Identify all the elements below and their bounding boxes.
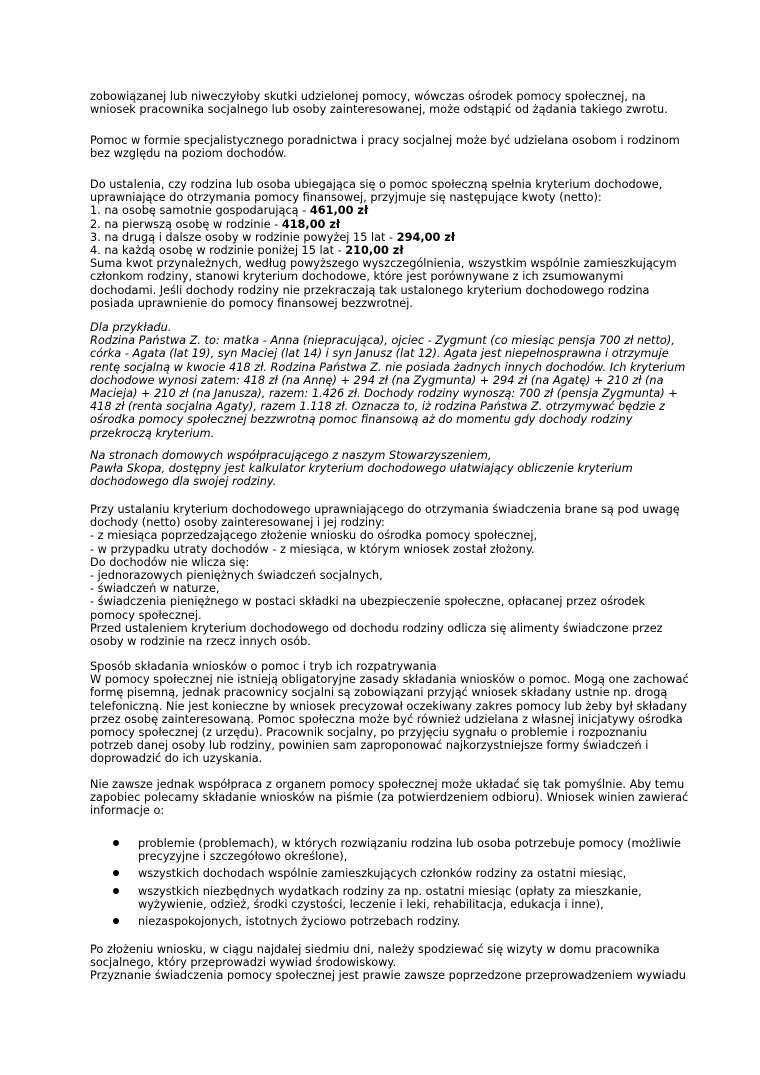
income-paragraph (90, 503, 680, 649)
text-line: wniosek pracownika socjalnego lub osoby zainteresowanej, może odstąpić od żądania takiego zwrotu. (90, 103, 668, 117)
text-line: rentę socjalną w kwocie 418 zł. Rodzina Państwa Z. nie posiada żadnych innych dochodów. Ich kryterium (90, 360, 686, 374)
specialist-paragraph (90, 134, 680, 161)
text-line: doprowadzić do ich uzyskania. (90, 752, 263, 766)
list-item (90, 867, 680, 880)
text-line: Dla przykładu. (90, 321, 172, 334)
text-line: osoby w rodzinie na rzecz innych osób. (90, 635, 311, 649)
intro-paragraph (90, 90, 672, 116)
bullet-icon (113, 888, 119, 894)
list-item (90, 837, 680, 863)
text-line: Pawła Skopa, dostępny jest kalkulator kryterium dochodowego ułatwiający obliczenie kryterium (90, 462, 633, 476)
text-line: Przy ustalaniu kryterium dochodowego uprawniającego do otrzymania świadczenia brane są pod uwagę (90, 503, 680, 516)
text-line: Pomoc w formie specjalistycznego poradnictwa i pracy socjalnej może być udzielana osobom i rodzinom (90, 134, 680, 147)
text-line: niezaspokojonych, istotnych życiowo potrzebach rodziny. (138, 915, 461, 929)
text-line: Suma kwot przynależnych, według powyższego wyszczególnienia, wszystkim wspólnie zamieszkującym (90, 257, 677, 271)
text-line: pomocy społecznej. (90, 608, 202, 622)
text-line: - w przypadku utraty dochodów - z miesiąca, w którym wniosek został złożony. (90, 542, 535, 556)
closing-paragraph (90, 943, 686, 983)
criteria-amount: 418,00 zł (281, 217, 341, 231)
text-line: przez osobę zainteresowaną. Pomoc społeczna może być również udzielana z własnej inicjatywy ośrodka (90, 712, 683, 726)
text-line: - świadczeń w naturze, (90, 582, 220, 596)
text-line: członkom rodziny, stanowi kryterium dochodowe, które jest porównywane z ich zsumowanymi (90, 270, 624, 284)
text-line: pomocy społecznej (z urzędu). Pracownik socjalny, po przyjęciu sygnału o problemie i rozpoznaniu (90, 726, 647, 740)
text-line: uprawniające do otrzymania pomocy finansowej, przyjmuje się następujące kwoty (netto): (90, 191, 602, 205)
text-line: Przed ustaleniem kryterium dochodowego od dochodu rodziny odlicza się alimenty świadczone przez (90, 621, 663, 635)
criteria-item: 2. na pierwszą osobę w rodzinie - 418,00 zł (90, 217, 341, 231)
text-line: Po złożeniu wniosku, w ciągu najdalej siedmiu dni, należy spodziewać się wizyty w domu pracownika (90, 943, 660, 956)
criteria-item: 4. na każdą osobę w rodzinie poniżej 15 lat - 210,00 zł (90, 244, 404, 258)
text-line: Do ustalenia, czy rodzina lub osoba ubiegająca się o pomoc społeczną spełnia kryterium dochodowe, (90, 178, 663, 191)
text-line: dochodami. Jeśli dochody rodziny nie przekraczają tak ustalonego kryterium dochodowego rodzina (90, 283, 650, 297)
text-line: precyzyjne i szczegółowo określone), (138, 850, 348, 864)
text-line: problemie (problemach), w których rozwiązaniu rodzina lub osoba potrzebuje pomocy (możliwie (138, 837, 681, 850)
text-line: socjalnego, który przeprowadzi wywiad środowiskowy. (90, 956, 397, 970)
text-line: dochody (netto) osoby zainteresowanej i jej rodziny: (90, 516, 385, 530)
criteria-item: 3. na drugą i dalsze osoby w rodzinie powyżej 15 lat - 294,00 zł (90, 230, 456, 244)
text-line: ośrodka pomocy społecznej bezzwrotną pomoc finansową aż do momentu gdy dochody rodziny (90, 413, 633, 427)
bullet-icon (113, 840, 119, 846)
text-line: bez względu na poziom dochodów. (90, 147, 287, 161)
criteria-amount: 294,00 zł (396, 230, 456, 244)
calculator-paragraph (90, 449, 672, 489)
text-line: Przyznanie świadczenia pomocy społecznej jest prawie zawsze poprzedzone przeprowadzeniem wywiadu (90, 969, 686, 983)
list-item (90, 885, 680, 911)
bullet-list (90, 837, 680, 928)
application-paragraph (90, 660, 689, 766)
text-line: Rodzina Państwa Z. to: matka - Anna (niepracująca), ojciec - Zygmunt (co miesiąc pensja 700 zł netto), (90, 334, 675, 348)
criteria-amount: 210,00 zł (345, 244, 404, 258)
text-line: zobowiązanej lub niweczyłoby skutki udzielonej pomocy, wówczas ośrodek pomocy społecznej, na (90, 90, 646, 103)
criteria-paragraph (90, 178, 677, 310)
text-line: telefoniczną. Nie jest konieczne by wniosek precyzował oczekiwany zakres pomocy lub żeby był składany (90, 699, 687, 713)
list-item (90, 915, 680, 928)
text-line: dochodowego dla swojej rodziny. (90, 475, 277, 489)
text-line: W pomocy społecznej nie istnieją obligatoryjne zasady składania wniosków o pomoc. Mogą one zachować (90, 673, 689, 687)
text-line: - świadczenia pieniężnego w postaci składki na ubezpieczenie społeczne, opłacanej przez ośrodek (90, 595, 646, 609)
example-paragraph (90, 321, 686, 440)
text-line: Nie zawsze jednak współpraca z organem pomocy społecznej może układać się tak pomyślnie. Aby temu (90, 778, 685, 791)
criteria-item: 1. na osobę samotnie gospodarującą - 461,00 zł (90, 204, 369, 218)
text-line: wyżywienie, odzież, środki czystości, leczenie i leki, rehabilitacja, edukacja i inne), (138, 897, 604, 911)
text-line: wszystkich dochodach wspólnie zamieszkujących członków rodziny za ostatni miesiąc, (138, 867, 627, 881)
text-line: przekroczą kryterium. (90, 426, 215, 440)
section-heading: Sposób składania wniosków o pomoc i tryb ich rozpatrywania (90, 660, 437, 673)
text-line: - jednorazowych pieniężnych świadczeń socjalnych, (90, 569, 383, 583)
text-line: Do dochodów nie wlicza się: (90, 555, 250, 569)
bullet-icon (113, 870, 119, 876)
criteria-amount: 461,00 zł (309, 204, 369, 218)
text-line: Macieja) + 210 zł (na Janusza), razem: 1.426 zł. Dochody rodziny wynoszą: 700 zł (pensja Zygmunta) + (90, 387, 678, 401)
text-line: 418 zł (renta socjalna Agaty), razem 1.118 zł. Oznacza to, iż rodzina Państwa Z. otrzymywać będzie z (90, 400, 665, 414)
text-line: dochodowe wynosi zatem: 418 zł (na Annę) + 294 zł (na Zygmunta) + 294 zł (na Agatę) + 210 zł (na (90, 373, 664, 387)
text-line: informacje o: (90, 804, 165, 818)
bullet-icon (113, 918, 119, 924)
text-line: potrzeb danej osoby lub rodziny, powinien sam zaproponować najkorzystniejsze formy świadczeń i (90, 739, 649, 753)
text-line: zapobiec polecamy składanie wniosków na piśmie (za potwierdzeniem odbioru). Wniosek winien zawierać (90, 791, 689, 805)
text-line: formę pisemną, jednak pracownicy socjalni są zobowiązani przyjąć wniosek składany ustnie np. drogą (90, 686, 668, 700)
text-line: - z miesiąca poprzedzającego złożenie wniosku do ośrodka pomocy społecznej, (90, 529, 538, 543)
text-line: posiada uprawnienie do pomocy finansowej bezzwrotnej. (90, 296, 413, 310)
cooperation-paragraph (90, 778, 689, 818)
text-line: córka - Agata (lat 19), syn Maciej (lat 14) i syn Janusz (lat 12). Agata jest niepełnosprawna i otrzymuje (90, 347, 669, 361)
text-line: wszystkich niezbędnych wydatkach rodziny za np. ostatni miesiąc (opłaty za mieszkanie, (138, 884, 642, 898)
text-line: Na stronach domowych współpracującego z naszym Stowarzyszeniem, (90, 449, 492, 462)
